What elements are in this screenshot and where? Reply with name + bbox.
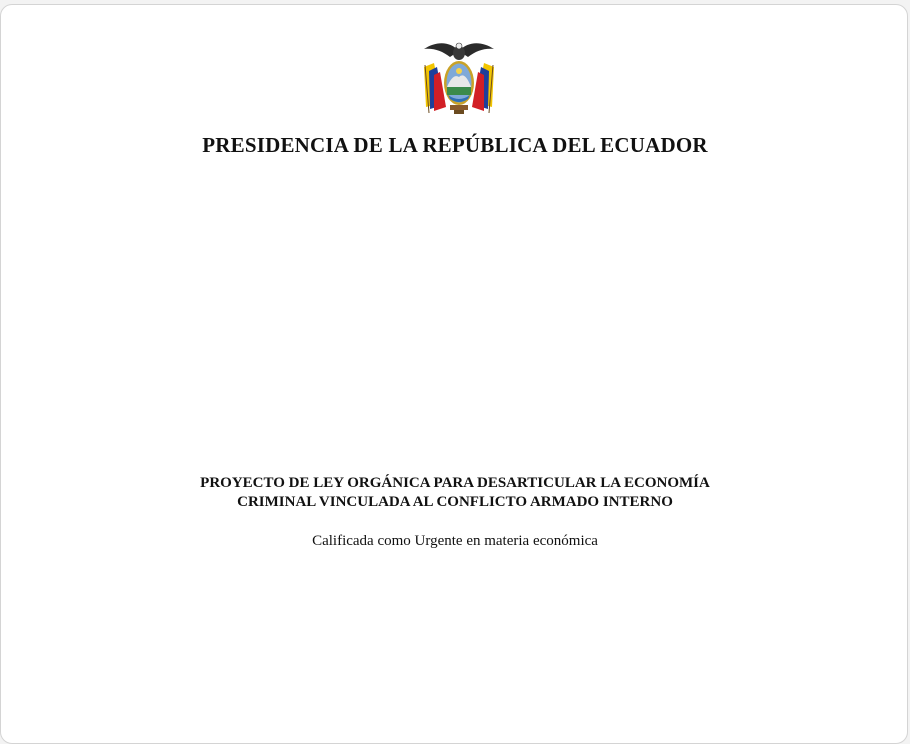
bill-title [1, 474, 909, 512]
bill-title-line-2: CRIMINAL VINCULADA AL CONFLICTO ARMADO INTERNO [237, 494, 673, 510]
document-page [0, 4, 908, 744]
bill-title-line-1: PROYECTO DE LEY ORGÁNICA PARA DESARTICULAR LA ECONOMÍA [200, 475, 710, 491]
urgency-qualifier: Calificada como Urgente en materia económica [312, 533, 598, 549]
ecuador-coat-of-arms-icon [420, 37, 498, 117]
institution-heading: PRESIDENCIA DE LA REPÚBLICA DEL ECUADOR [202, 133, 708, 157]
